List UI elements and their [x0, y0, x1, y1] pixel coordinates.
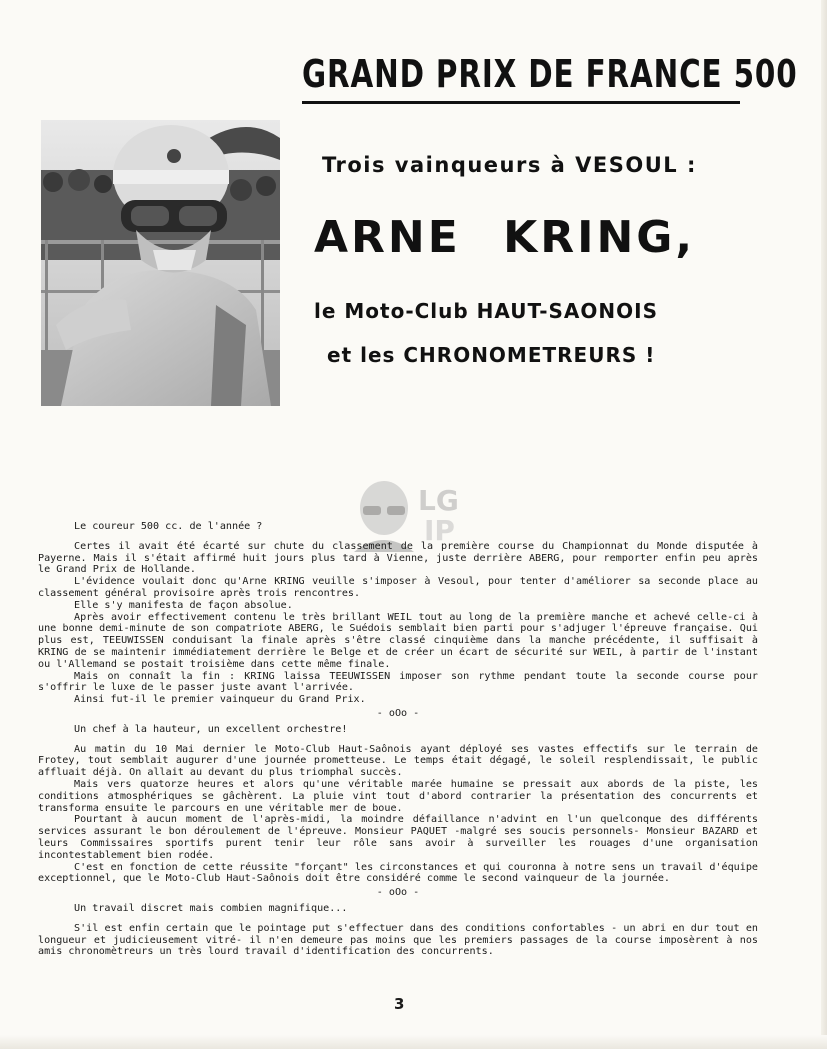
logo-letters-bottom: IP: [424, 514, 455, 546]
article-paragraph: Mais vers quatorze heures et alors qu'une véritable marée humaine se pressait aux abords de la piste, les conditions atmosphériques se gâchèrent. La pluie vint tout d'abord contrarier la présentation des concurrents et transforma ensuite le parcours en une véritable mer de boue.: [38, 778, 758, 814]
article-paragraph: Le coureur 500 cc. de l'année ?: [74, 521, 263, 532]
page-title: GRAND PRIX DE FRANCE 500: [302, 52, 798, 96]
chrono-line: et les CHRONOMETREURS !: [327, 343, 656, 367]
article-paragraph: Mais on connaît la fin : KRING laissa TEEUWISSEN imposer son rythme pendant toute la seconde course pour s'offrir le luxe de le passer juste avant l'arrivée.: [38, 670, 758, 694]
article-paragraph: Elle s'y manifesta de façon absolue.: [74, 599, 293, 611]
article-paragraph: Un travail discret mais combien magnifique...: [74, 902, 348, 914]
club-line: le Moto-Club HAUT-SAONOIS: [314, 299, 658, 323]
title-underline: [302, 101, 740, 104]
article-body: [38, 521, 758, 958]
article-paragraph: C'est en fonction de cette réussite "forçant" les circonstances et qui couronna à notre sens un travail d'équipe exceptionnel, que le Moto-Club Haut-Saônois doit être considéré comme le second vainqueur de la journée.: [38, 861, 758, 885]
article-paragraph: Ainsi fut-il le premier vainqueur du Grand Prix.: [74, 694, 366, 706]
section-separator: - oOo -: [376, 887, 420, 899]
section-separator: - oOo -: [376, 707, 420, 719]
page-edge: [821, 0, 827, 1049]
subtitle: Trois vainqueurs à VESOUL :: [322, 153, 697, 177]
article-paragraph: Après avoir effectivement contenu le très brillant WEIL tout au long de la première manche et achevé celle-ci à une bonne demi-minute de son compatriote ABERG, le Suédois semblait bien parti pour s'adjuger l'épreuve française. Qui plus est, TEEUWISSEN conduisant la finale après s'être classé cinquième dans la manche précédente, il suffisait à KRING de se maintenir immédiatement derrière le Belge et de créer un écart de sécurité sur WEIL, à partir de l'instant ou l'Allemand se postait troisième dans cette même finale.: [38, 611, 758, 670]
article-paragraph: Certes il avait été écarté sur chute du classement de la première course du Championnat du Monde disputée à Payerne. Mais il s'était affirmé huit jours plus tard à Vienne, juste derrière ABERG, pour remporter enfin peu après le Grand Prix de Hollande.: [38, 540, 758, 576]
page-number: 3: [394, 995, 405, 1013]
article-paragraph: L'évidence voulait donc qu'Arne KRING veuille s'imposer à Vesoul, pour tenter d'améliorer sa seconde place au classement général provisoire après trois rencontres.: [38, 576, 758, 599]
rider-photo: [41, 120, 280, 406]
article-paragraph: Pourtant à aucun moment de l'après-midi, la moindre défaillance n'advint en l'un quelconque des différents services assurant le bon déroulement de l'épreuve. Monsieur PAQUET -malgré ses soucis personnels- Monsieur BAZARD et leurs Commissaires sportifs purent tenir leur rôle sans avoir à surveiller les rouages d'une organisation incontestablement bien rodée.: [38, 814, 758, 861]
article-paragraph: Au matin du 10 Mai dernier le Moto-Club Haut-Saônois ayant déployé ses vastes effectifs sur le terrain de Frotey, tout semblait augurer d'une journée prometteuse. Le temps était dégagé, le soleil resplendissait, le public affluait déjà. On allait au devant du plus triomphal succès.: [38, 743, 758, 779]
page-bottom-edge: [0, 1035, 827, 1049]
article-paragraph: S'il est enfin certain que le pointage put s'effectuer dans des conditions confortables - un abri en dur tout en longueur et judicieusement vitré- il n'en demeure pas moins que les premiers passages de la course imposèrent à nos amis chronomètreurs un très lourd travail d'identification des concurrents.: [38, 922, 758, 958]
logo-letters-top: LG: [418, 484, 459, 517]
winner-name: ARNE KRING,: [314, 212, 696, 263]
article-paragraph: Un chef à la hauteur, un excellent orchestre!: [74, 723, 348, 735]
